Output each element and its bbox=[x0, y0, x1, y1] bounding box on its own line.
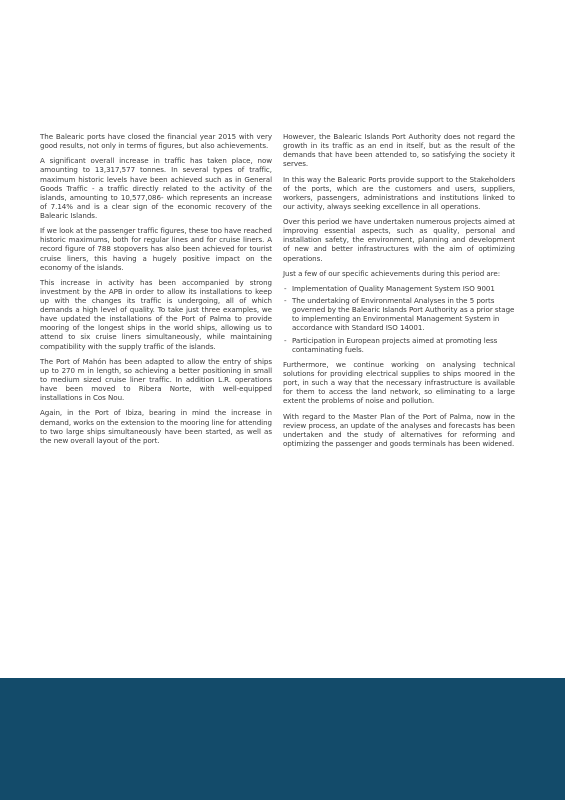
paragraph: With regard to the Master Plan of the Port of Palma, now in the review process, an update of the analyses and forecasts has been undertaken and the study of alternatives for reforming and optimizing the passenger and goods terminals has been widened. bbox=[283, 411, 515, 448]
paragraph: If we look at the passenger traffic figures, these too have reached historic maximums, both for regular lines and for cruise liners. A record figure of 788 stopovers has also been achieved for tourist cruise liners, this having a hugely positive impact on the economy of the islands. bbox=[40, 226, 272, 272]
paragraph: Over this period we have undertaken numerous projects aimed at improving essential aspects, such as quality, personal and installation safety, the environment, planning and development of new and better infrastructures with the aim of optimizing operations. bbox=[283, 217, 515, 263]
paragraph: In this way the Balearic Ports provide support to the Stakeholders of the ports, which are the customers and users, suppliers, workers, passengers, administrations and institutions linked to our activity, always seeking excellence in all operations. bbox=[283, 174, 515, 211]
paragraph: Just a few of our specific achievements during this period are: bbox=[283, 268, 501, 278]
paragraph: A significant overall increase in traffic has taken place, now amounting to 13,317,577 tonnes. In several types of traffic, maximum historic levels have been achieved such as in General Goods Traffic - a traffic directly related to the activity of the islands, amounting to 10,577,086- which represents an increase of 7.14% and is a clear sign of the economic recovery of the Balearic Islands. bbox=[40, 156, 272, 220]
paragraph: Again, in the Port of Ibiza, bearing in mind the increase in demand, works on the extension to the mooring line for attending to two large ships simultaneously have been started, as well as the new overall layout of the port. bbox=[40, 408, 272, 445]
paragraph: The Balearic ports have closed the financial year 2015 with very good results, not only in terms of figures, but also achievements. bbox=[40, 132, 272, 151]
paragraph: Furthermore, we continue working on analysing technical solutions for providing electrical supplies to ships moored in the port, in such a way that the necessary infrastructure is available for them to access the land network, so eliminating to a large extent the problems of noise and pollution. bbox=[283, 359, 515, 406]
footer-band bbox=[0, 678, 565, 800]
left-text-column bbox=[40, 132, 272, 451]
list-item: - Participation in European projects aimed at promoting less contaminating fuels. bbox=[283, 336, 515, 354]
paragraph: The Port of Mahón has been adapted to allow the entry of ships up to 270 m in length, so achieving a better positioning in small to medium sized cruise liner traffic. In addition L.R. operations have been moved to Ribera Norte, with well-equipped installations in Cos Nou. bbox=[40, 356, 272, 403]
right-text-column bbox=[283, 132, 515, 454]
achievements-list bbox=[283, 284, 515, 354]
list-item: - The undertaking of Environmental Analyses in the 5 ports governed by the Balearic Islands Port Authority as a prior stage to implementing an Environmental Management System in accordance with Standard ISO 14001. bbox=[283, 296, 515, 332]
paragraph: This increase in activity has been accompanied by strong investment by the APB in order to allow its installations to keep up with the changes its traffic is undergoing, all of which demands a high level of quality. To take just three examples, we have updated the installations of the Port of Palma to provide mooring of the longest ships in the world ships, allowing us to attend to six cruise liners simultaneously, while maintaining compatibility with the supply traffic of the islands. bbox=[40, 277, 272, 351]
list-item: - Implementation of Quality Management System ISO 9001 bbox=[283, 284, 515, 293]
paragraph: However, the Balearic Islands Port Authority does not regard the growth in its traffic as an end in itself, but as the result of the demands that have been attended to, so satisfying the society it serves. bbox=[283, 132, 515, 169]
